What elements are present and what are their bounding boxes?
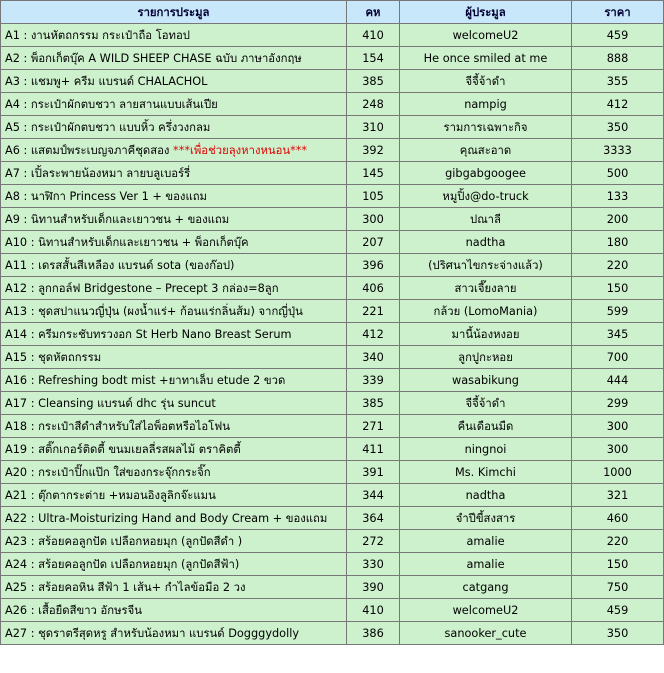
item-text: A26 : เสื้อยืดสีขาว อักษรจีน (5, 603, 142, 617)
header-item: รายการประมูล (1, 1, 347, 24)
kh-cell: 396 (347, 254, 400, 277)
table-row (1, 622, 664, 645)
bidder-cell: จีจี้จ้าดำ (400, 392, 572, 415)
bidder-cell: จีจี้จ้าดำ (400, 70, 572, 93)
item-cell (1, 438, 347, 461)
header-kh: คห (347, 1, 400, 24)
bidder-cell: จำปีขี้สงสาร (400, 507, 572, 530)
bidder-cell: welcomeU2 (400, 24, 572, 47)
price-cell: 459 (572, 24, 664, 47)
kh-cell: 411 (347, 438, 400, 461)
item-cell (1, 415, 347, 438)
item-text: A11 : เดรสสั้นสีเหลือง แบรนด์ sota (ของก๊อป) (5, 258, 235, 272)
item-text: A27 : ชุดราตรีสุดหรู สำหรับน้องหมา แบรนด์ Dogggydolly (5, 626, 300, 640)
kh-cell: 344 (347, 484, 400, 507)
table-row (1, 93, 664, 116)
item-text: A18 : กระเป๋าสีดำสำหรับใส่ไอพ็อตหรือไอโฟน (5, 419, 230, 433)
item-text: A20 : กระเป๋าปิ๊กแป๊ก ใส่ของกระจุ๊กกระจิ๊ก (5, 465, 211, 479)
bidder-cell: (ปริศนาไขกระจ่างแล้ว) (400, 254, 572, 277)
table-row (1, 484, 664, 507)
bidder-cell: gibgabgoogee (400, 162, 572, 185)
item-text: A19 : สติ๊กเกอร์ติดตี้ ขนมเยลลี่รสผลไม้ ตราคิตตี้ (5, 442, 241, 456)
price-cell: 1000 (572, 461, 664, 484)
price-cell: 460 (572, 507, 664, 530)
price-cell: 150 (572, 553, 664, 576)
kh-cell: 248 (347, 93, 400, 116)
price-cell: 321 (572, 484, 664, 507)
price-cell: 412 (572, 93, 664, 116)
bidder-cell: nampig (400, 93, 572, 116)
price-cell: 599 (572, 300, 664, 323)
bidder-cell: มานี้น้องหงอย (400, 323, 572, 346)
item-cell (1, 162, 347, 185)
kh-cell: 410 (347, 599, 400, 622)
kh-cell: 271 (347, 415, 400, 438)
item-text: A2 : พ็อกเก็ตบุ๊ค A WILD SHEEP CHASE ฉบับ ภาษาอังกฤษ (5, 51, 302, 65)
price-cell: 150 (572, 277, 664, 300)
item-cell (1, 346, 347, 369)
item-text: A8 : นาฬิกา Princess Ver 1 + ของแถม (5, 189, 208, 203)
item-text: A9 : นิทานสำหรับเด็กและเยาวชน + ของแถม (5, 212, 230, 226)
table-row (1, 461, 664, 484)
item-cell (1, 47, 347, 70)
kh-cell: 385 (347, 70, 400, 93)
item-text: A14 : ครีมกระชับทรวงอก St Herb Nano Breast Serum (5, 327, 292, 341)
kh-cell: 310 (347, 116, 400, 139)
item-cell (1, 208, 347, 231)
item-text: A10 : นิทานสำหรับเด็กและเยาวชน + พ็อกเก็ตบุ๊ค (5, 235, 249, 249)
item-cell (1, 254, 347, 277)
kh-cell: 391 (347, 461, 400, 484)
price-cell: 355 (572, 70, 664, 93)
bidder-cell: หมูปิ้ง@do-truck (400, 185, 572, 208)
bidder-cell: nadtha (400, 231, 572, 254)
table-row (1, 254, 664, 277)
price-cell: 300 (572, 438, 664, 461)
table-row (1, 553, 664, 576)
item-cell (1, 530, 347, 553)
item-text: A17 : Cleansing แบรนด์ dhc รุ่น suncut (5, 396, 216, 410)
item-cell (1, 599, 347, 622)
table-row (1, 507, 664, 530)
table-row (1, 208, 664, 231)
item-text: A21 : ตุ๊กตากระต่าย +หมอนอิงลูลิกจ๊ะแมน (5, 488, 216, 502)
item-cell (1, 93, 347, 116)
kh-cell: 412 (347, 323, 400, 346)
price-cell: 200 (572, 208, 664, 231)
price-cell: 180 (572, 231, 664, 254)
bidder-cell: ningnoi (400, 438, 572, 461)
item-text: A24 : สร้อยคอลูกปัด เปลือกหอยมุก (ลูกปัดสีฟ้า) (5, 557, 240, 571)
item-text: A25 : สร้อยคอหิน สีฟ้า 1 เส้น+ กำไลข้อมือ 2 วง (5, 580, 246, 594)
item-cell (1, 277, 347, 300)
price-cell: 500 (572, 162, 664, 185)
price-cell: 350 (572, 116, 664, 139)
kh-cell: 392 (347, 139, 400, 162)
bidder-cell: ลูกปูกะหอย (400, 346, 572, 369)
table-row (1, 576, 664, 599)
table-row (1, 300, 664, 323)
kh-cell: 364 (347, 507, 400, 530)
table-row (1, 231, 664, 254)
price-cell: 220 (572, 530, 664, 553)
item-cell (1, 185, 347, 208)
item-text: A16 : Refreshing bodt mist +ยาทาเล็บ etude 2 ขวด (5, 373, 286, 387)
kh-cell: 340 (347, 346, 400, 369)
bidder-cell: คุณสะอาด (400, 139, 572, 162)
kh-cell: 385 (347, 392, 400, 415)
bidder-cell: welcomeU2 (400, 599, 572, 622)
item-text: A3 : แชมพู+ ครีม แบรนด์ CHALACHOL (5, 74, 208, 88)
kh-cell: 339 (347, 369, 400, 392)
kh-cell: 330 (347, 553, 400, 576)
item-note: ***เพื่อช่วยลุงหางหนอน*** (173, 143, 308, 157)
item-text: A22 : Ultra-Moisturizing Hand and Body Cream + ของแถม (5, 511, 328, 525)
bidder-cell: สาวเจี๊ยงลาย (400, 277, 572, 300)
item-cell (1, 576, 347, 599)
bidder-cell: คืนเดือนมืด (400, 415, 572, 438)
price-cell: 299 (572, 392, 664, 415)
table-row (1, 185, 664, 208)
item-text: A4 : กระเป๋าผักตบชวา ลายสานแบบเส้นเปีย (5, 97, 218, 111)
price-cell: 459 (572, 599, 664, 622)
table-row (1, 24, 664, 47)
bidder-cell: ปณาลี (400, 208, 572, 231)
item-cell (1, 484, 347, 507)
kh-cell: 145 (347, 162, 400, 185)
item-cell (1, 507, 347, 530)
kh-cell: 105 (347, 185, 400, 208)
kh-cell: 207 (347, 231, 400, 254)
bidder-cell: nadtha (400, 484, 572, 507)
kh-cell: 221 (347, 300, 400, 323)
bidder-cell: กล้วย (LomoMania) (400, 300, 572, 323)
bidder-cell: Ms. Kimchi (400, 461, 572, 484)
table-row (1, 346, 664, 369)
price-cell: 700 (572, 346, 664, 369)
item-text: A1 : งานหัตถกรรม กระเป๋าถือ โอทอป (5, 28, 190, 42)
item-cell (1, 231, 347, 254)
table-row (1, 369, 664, 392)
table-row (1, 323, 664, 346)
table-row (1, 599, 664, 622)
table-row (1, 277, 664, 300)
item-text: A13 : ชุดสปาแนวญี่ปุ่น (ผงน้ำแร่+ ก้อนแร่กลิ่นส้ม) จากญี่ปุ่น (5, 304, 303, 318)
item-cell (1, 24, 347, 47)
item-cell (1, 139, 347, 162)
item-cell (1, 461, 347, 484)
price-cell: 750 (572, 576, 664, 599)
item-text: A15 : ชุดหัตถกรรม (5, 350, 102, 364)
kh-cell: 300 (347, 208, 400, 231)
item-cell (1, 323, 347, 346)
kh-cell: 390 (347, 576, 400, 599)
table-row (1, 47, 664, 70)
header-bidder: ผู้ประมูล (400, 1, 572, 24)
item-cell (1, 553, 347, 576)
price-cell: 220 (572, 254, 664, 277)
table-row (1, 530, 664, 553)
table-row (1, 438, 664, 461)
price-cell: 3333 (572, 139, 664, 162)
bidder-cell: sanooker_cute (400, 622, 572, 645)
header-price: ราคา (572, 1, 664, 24)
bidder-cell: รามการเฉพาะกิจ (400, 116, 572, 139)
price-cell: 888 (572, 47, 664, 70)
table-row (1, 116, 664, 139)
table-row (1, 139, 664, 162)
item-text: A23 : สร้อยคอลูกปัด เปลือกหอยมุก (ลูกปัดสีดำ ) (5, 534, 243, 548)
item-cell (1, 300, 347, 323)
kh-cell: 386 (347, 622, 400, 645)
item-text: A12 : ลูกกอล์ฟ Bridgestone – Precept 3 กล่อง=8ลูก (5, 281, 279, 295)
bidder-cell: wasabikung (400, 369, 572, 392)
bidder-cell: He once smiled at me (400, 47, 572, 70)
kh-cell: 272 (347, 530, 400, 553)
header-row (1, 1, 664, 24)
bidder-cell: catgang (400, 576, 572, 599)
price-cell: 300 (572, 415, 664, 438)
price-cell: 444 (572, 369, 664, 392)
item-text: A7 : เปิ้ลระพายน้องหมา ลายบลูเบอร์รี่ (5, 166, 191, 180)
kh-cell: 154 (347, 47, 400, 70)
item-cell (1, 392, 347, 415)
price-cell: 350 (572, 622, 664, 645)
table-row (1, 415, 664, 438)
item-cell (1, 116, 347, 139)
kh-cell: 406 (347, 277, 400, 300)
item-text: A6 : แสตมป์พระเบญจภาคีชุดสอง (5, 143, 170, 157)
table-row (1, 70, 664, 93)
table-row (1, 162, 664, 185)
price-cell: 345 (572, 323, 664, 346)
kh-cell: 410 (347, 24, 400, 47)
bidder-cell: amalie (400, 530, 572, 553)
bidder-cell: amalie (400, 553, 572, 576)
item-text: A5 : กระเป๋าผักตบชวา แบบหิ้ว ครึ่งวงกลม (5, 120, 211, 134)
item-cell (1, 622, 347, 645)
item-cell (1, 70, 347, 93)
price-cell: 133 (572, 185, 664, 208)
item-cell (1, 369, 347, 392)
table-row (1, 392, 664, 415)
